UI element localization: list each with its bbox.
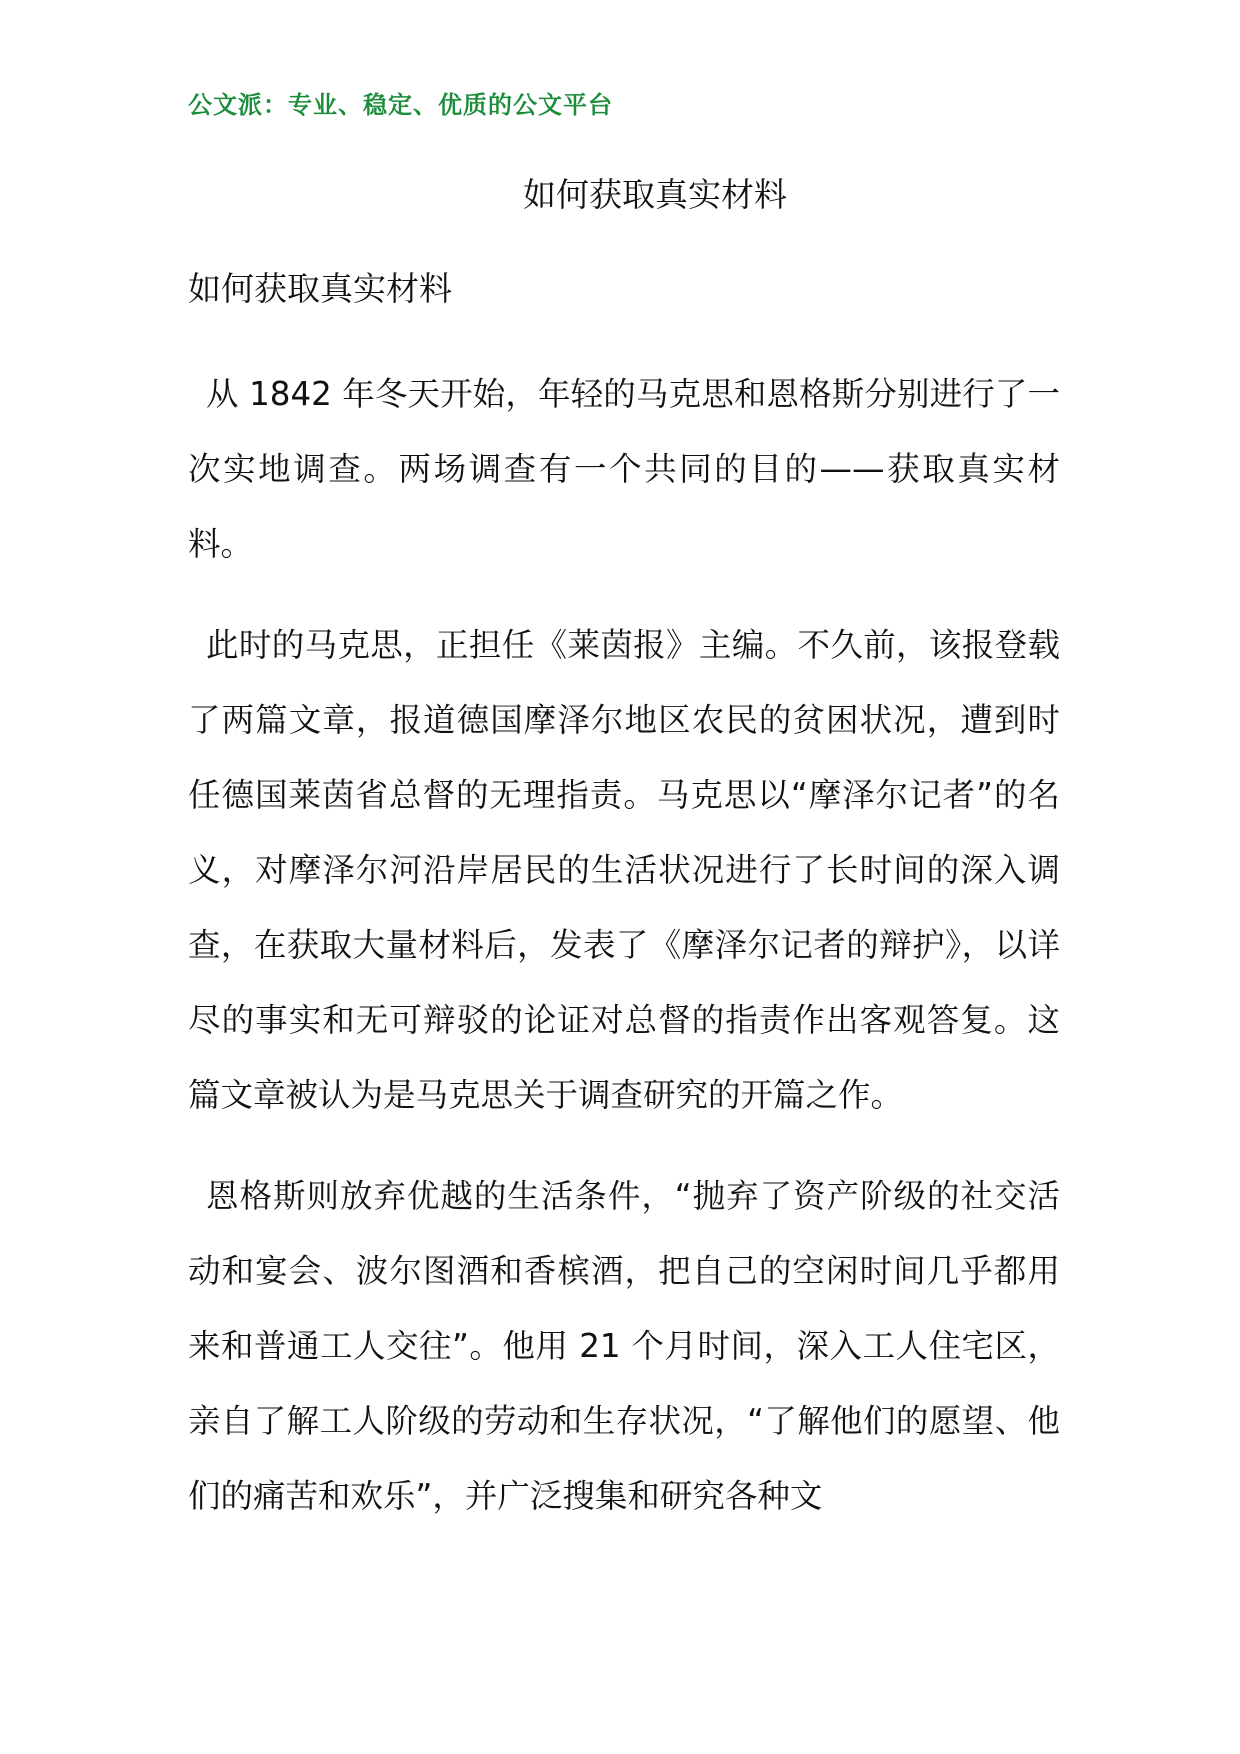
paragraph-3: 恩格斯则放弃优越的生活条件，“抛弃了资产阶级的社交活动和宴会、波尔图酒和香槟酒，把自己的空闲时间几乎都用来和普通工人交往”。他用 21 个月时间，深入工人住宅区，亲自了解工人阶级的劳动和生存状况，“了解他们的愿望、他们的痛苦和欢乐”，并广泛搜集和研究各种文 — [188, 1177, 1060, 1515]
site-header: 公文派：专业、稳定、优质的公文平台 — [188, 91, 613, 119]
document-subtitle: 如何获取真实材料 — [188, 269, 452, 308]
article-body — [188, 357, 1060, 1560]
paragraph-2: 此时的马克思，正担任《莱茵报》主编。不久前，该报登载了两篇文章，报道德国摩泽尔地区农民的贫困状况，遭到时任德国莱茵省总督的无理指责。马克思以“摩泽尔记者”的名义，对摩泽尔河沿岸居民的生活状况进行了长时间的深入调查，在获取大量材料后，发表了《摩泽尔记者的辩护》，以详尽的事实和无可辩驳的论证对总督的指责作出客观答复。这篇文章被认为是马克思关于调查研究的开篇之作。 — [188, 626, 1060, 1114]
paragraph-1: 从 1842 年冬天开始，年轻的马克思和恩格斯分别进行了一次实地调查。两场调查有一个共同的目的——获取真实材料。 — [188, 375, 1060, 563]
document-title: 如何获取真实材料 — [523, 175, 787, 214]
